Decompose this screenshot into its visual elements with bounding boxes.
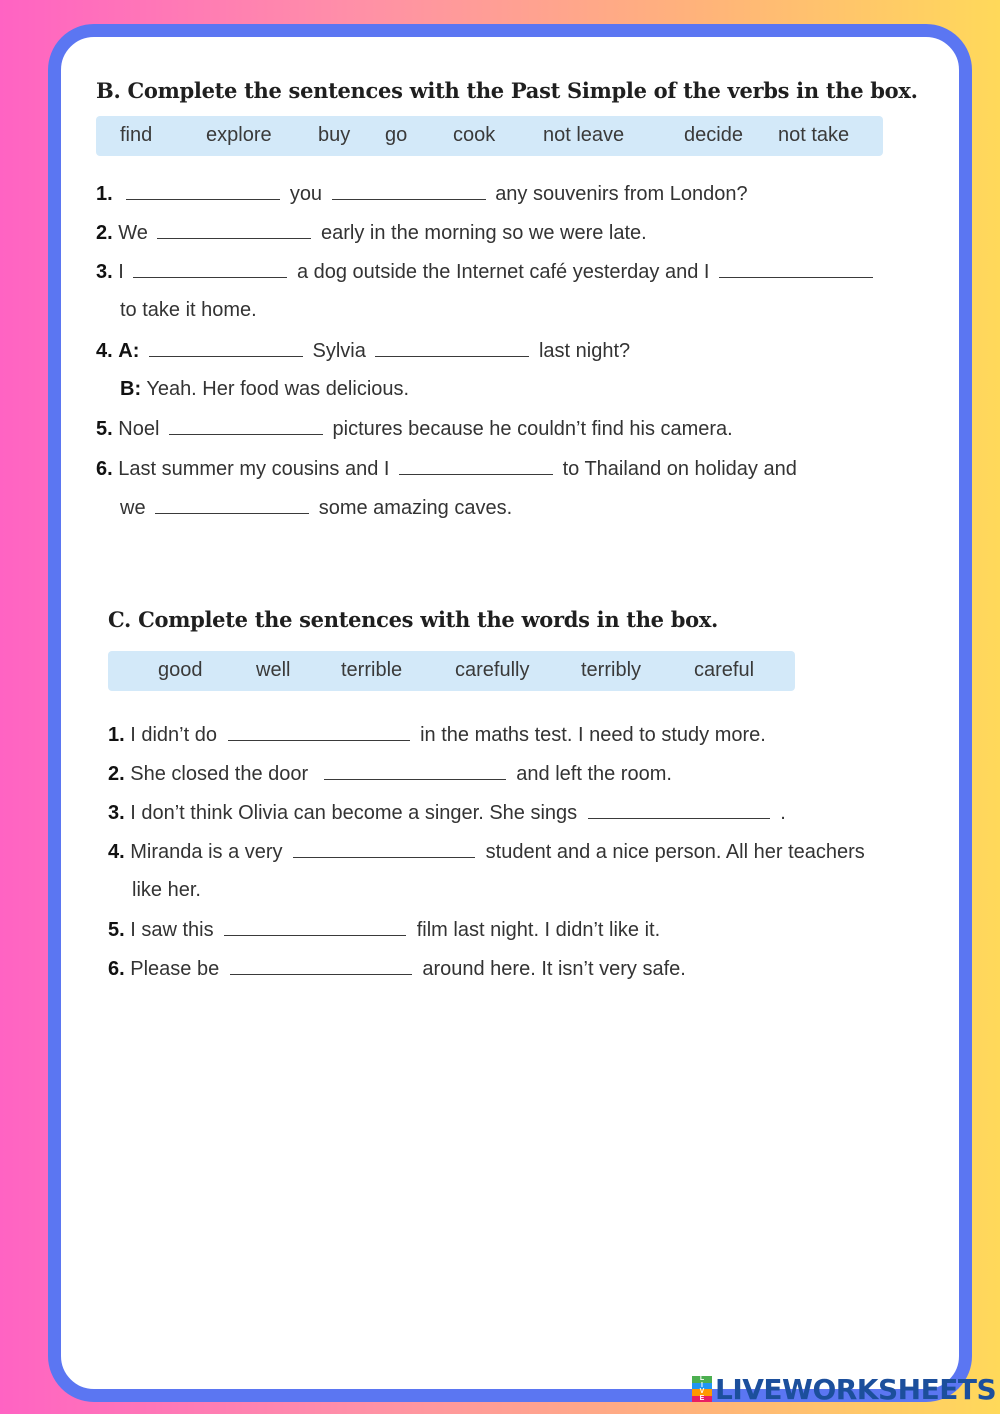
sentence-text: I — [118, 261, 124, 283]
word-box-item: well — [256, 659, 291, 681]
exercise-b-6-cont — [120, 495, 512, 520]
sentence-text: in the maths test. I need to study more. — [420, 724, 766, 746]
exercise-b-2 — [96, 220, 647, 245]
sentence-text: early in the morning so we were late. — [321, 222, 647, 244]
answer-blank[interactable] — [719, 259, 873, 278]
answer-blank[interactable] — [169, 416, 323, 435]
answer-blank[interactable] — [126, 181, 280, 200]
item-number: 2. — [108, 763, 125, 785]
liveworksheets-mark-icon: L I V E — [692, 1376, 712, 1402]
answer-blank[interactable] — [149, 338, 303, 357]
liveworksheets-logo[interactable] — [692, 1374, 996, 1404]
answer-blank[interactable] — [332, 181, 486, 200]
word-box-item: terrible — [341, 659, 403, 681]
sentence-text: I don’t think Olivia can become a singer. She sings — [130, 802, 578, 824]
exercise-c-4-cont: like her. — [132, 879, 201, 901]
sentence-text: last night? — [538, 340, 631, 362]
logo-text: LIVEWORKSHEETS — [715, 1372, 997, 1406]
word-box-item: terribly — [581, 659, 642, 681]
sentence-text: a dog outside the Internet café yesterday and I — [296, 261, 710, 283]
sentence-text: Miranda is a very — [130, 841, 283, 863]
section-b-title: B. Complete the sentences with the Past Simple of the verbs in the box. — [96, 78, 918, 103]
word-box-item: buy — [318, 124, 351, 146]
sentence-text: we — [120, 497, 146, 519]
section-c-word-box — [108, 651, 795, 691]
word-box-item: careful — [694, 659, 755, 681]
item-number: 3. — [108, 802, 125, 824]
answer-blank[interactable] — [228, 722, 410, 741]
answer-blank[interactable] — [293, 839, 475, 858]
item-number: 6. — [96, 458, 113, 480]
sentence-text: around here. It isn’t very safe. — [422, 958, 686, 980]
word-box-item: good — [158, 659, 203, 681]
exercise-c-4 — [108, 839, 865, 864]
speaker-label: B: — [120, 378, 142, 400]
sentence-text: We — [118, 222, 148, 244]
sentence-text: . — [780, 802, 786, 824]
sentence-text: you — [289, 183, 323, 205]
item-number: 4. — [108, 841, 125, 863]
exercise-b-1 — [96, 181, 748, 206]
answer-blank[interactable] — [588, 800, 770, 819]
sentence-text: Sylvia — [312, 340, 366, 362]
word-box-item: carefully — [455, 659, 530, 681]
sentence-text: Please be — [130, 958, 220, 980]
answer-blank[interactable] — [224, 917, 406, 936]
item-number: 1. — [96, 183, 113, 205]
exercise-b-5 — [96, 416, 733, 441]
sentence-text: pictures because he couldn’t find his camera. — [332, 418, 733, 440]
word-box-item: find — [120, 124, 153, 146]
sentence-text: some amazing caves. — [318, 497, 513, 519]
sentence-text: and left the room. — [516, 763, 672, 785]
word-box-item: not take — [778, 124, 850, 146]
exercise-b-3-cont: to take it home. — [120, 299, 257, 321]
speaker-label: A: — [118, 340, 140, 362]
item-number: 5. — [108, 919, 125, 941]
section-c-title: C. Complete the sentences with the words in the box. — [108, 607, 719, 632]
exercise-b-6 — [96, 456, 797, 481]
answer-blank[interactable] — [155, 495, 309, 514]
exercise-b-3 — [96, 259, 877, 284]
item-number: 3. — [96, 261, 113, 283]
exercise-b-4 — [96, 338, 630, 363]
sentence-text: any souvenirs from London? — [495, 183, 748, 205]
word-box-item: cook — [453, 124, 496, 146]
answer-blank[interactable] — [157, 220, 311, 239]
exercise-c-3 — [108, 800, 786, 825]
word-box-item: decide — [684, 124, 743, 146]
answer-blank[interactable] — [133, 259, 287, 278]
sentence-text: student and a nice person. All her teachers — [485, 841, 865, 863]
answer-blank[interactable] — [324, 761, 506, 780]
sentence-text: I didn’t do — [130, 724, 217, 746]
section-b-word-box — [96, 116, 883, 156]
exercise-c-5 — [108, 917, 660, 942]
exercise-c-6 — [108, 956, 686, 981]
exercise-c-1 — [108, 722, 766, 747]
exercise-c-2 — [108, 761, 672, 786]
answer-blank[interactable] — [375, 338, 529, 357]
word-box-item: explore — [206, 124, 272, 146]
item-number: 6. — [108, 958, 125, 980]
item-number: 1. — [108, 724, 125, 746]
item-number: 5. — [96, 418, 113, 440]
sentence-text: Last summer my cousins and I — [118, 458, 390, 480]
exercise-b-4-reply — [120, 377, 409, 401]
sentence-text: She closed the door — [130, 763, 309, 785]
answer-blank[interactable] — [399, 456, 553, 475]
sentence-text: to Thailand on holiday and — [562, 458, 797, 480]
sentence-text: I saw this — [130, 919, 214, 941]
item-number: 4. — [96, 340, 113, 362]
item-number: 2. — [96, 222, 113, 244]
answer-blank[interactable] — [230, 956, 412, 975]
sentence-text: Noel — [118, 418, 160, 440]
word-box-item: go — [385, 124, 408, 146]
sentence-text: film last night. I didn’t like it. — [416, 919, 661, 941]
sentence-text: Yeah. Her food was delicious. — [146, 378, 410, 400]
word-box-item: not leave — [543, 124, 625, 146]
